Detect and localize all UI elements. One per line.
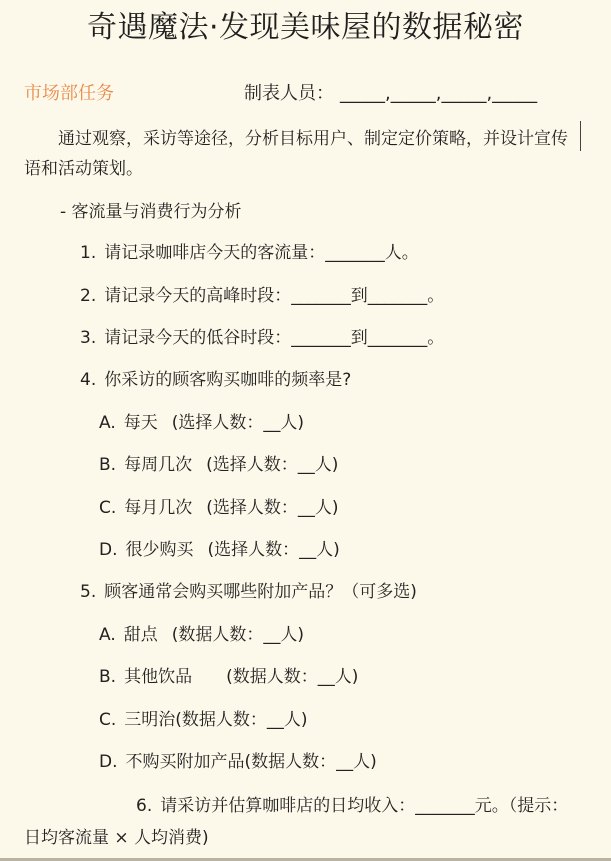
- question-text: 请采访并估算咖啡店的日均收入：_______元。（提示：日均客流量 × 人均消费): [24, 796, 569, 848]
- option-note: (数据人数：__人): [244, 752, 377, 772]
- question-number: 1.: [80, 243, 97, 263]
- maker-label: 制表人员：: [244, 83, 334, 104]
- question-4: [80, 368, 351, 392]
- option-letter: D.: [99, 752, 118, 772]
- option-4c: [99, 496, 339, 520]
- option-text: 每天: [123, 413, 158, 433]
- option-note: (数据人数：__人): [171, 625, 304, 645]
- text-cursor: [580, 121, 581, 151]
- question-number: 5.: [80, 582, 97, 602]
- option-text: 甜点: [123, 625, 158, 645]
- option-5d: [99, 750, 377, 774]
- option-text: 三明治: [124, 710, 176, 730]
- option-text: 每周几次: [124, 455, 193, 475]
- section-heading: - 客流量与消费行为分析: [60, 202, 242, 222]
- option-letter: A.: [99, 625, 116, 645]
- meta-row: [24, 82, 594, 108]
- question-number: 2.: [80, 286, 97, 306]
- option-note: (选择人数：__人): [207, 540, 340, 560]
- department-label: 市场部任务: [24, 83, 114, 104]
- option-4b: [99, 453, 338, 477]
- question-1: [80, 241, 419, 265]
- question-number: 3.: [80, 328, 97, 348]
- option-note: (选择人数：__人): [206, 498, 339, 518]
- option-letter: D.: [99, 540, 118, 560]
- question-5: [80, 580, 417, 604]
- question-text: 请记录今天的高峰时段：_______到_______。: [104, 286, 445, 306]
- question-text: 请记录咖啡店今天的客流量：_______人。: [104, 243, 419, 263]
- option-5c: [99, 708, 308, 732]
- option-note: (选择人数：__人): [171, 413, 304, 433]
- option-5b: [99, 665, 358, 689]
- maker-blank: _____,_____,_____,_____: [340, 83, 538, 104]
- option-4a: [99, 411, 304, 435]
- intro-paragraph: 通过观察，采访等途径，分析目标用户、制定定价策略，并设计宣传语和活动策划。: [24, 129, 568, 179]
- option-text: 其他饮品: [124, 667, 193, 687]
- question-number: 6.: [136, 796, 153, 816]
- option-letter: C.: [99, 710, 117, 730]
- option-5a: [99, 623, 304, 647]
- option-note: (数据人数：__人): [226, 667, 359, 687]
- option-note: (数据人数：__人): [175, 710, 308, 730]
- option-text: 不购买附加产品: [125, 752, 245, 772]
- option-letter: C.: [99, 498, 117, 518]
- option-letter: B.: [99, 455, 117, 475]
- page-title: 奇遇魔法·发现美味屋的数据秘密: [86, 10, 525, 45]
- option-text: 很少购买: [125, 540, 194, 560]
- option-letter: A.: [99, 413, 116, 433]
- question-3: [80, 326, 444, 350]
- option-letter: B.: [99, 667, 117, 687]
- question-number: 4.: [80, 370, 97, 390]
- option-text: 每月几次: [124, 498, 193, 518]
- question-text: 你采访的顾客购买咖啡的频率是?: [104, 370, 352, 390]
- question-2: [80, 284, 444, 308]
- question-text: 顾客通常会购买哪些附加产品？（可多选): [104, 582, 417, 602]
- maker-field: [244, 82, 537, 106]
- question-text: 请记录今天的低谷时段：_______到_______。: [104, 328, 445, 348]
- question-6: [24, 790, 584, 854]
- option-4d: [99, 538, 340, 562]
- option-note: (选择人数：__人): [206, 455, 339, 475]
